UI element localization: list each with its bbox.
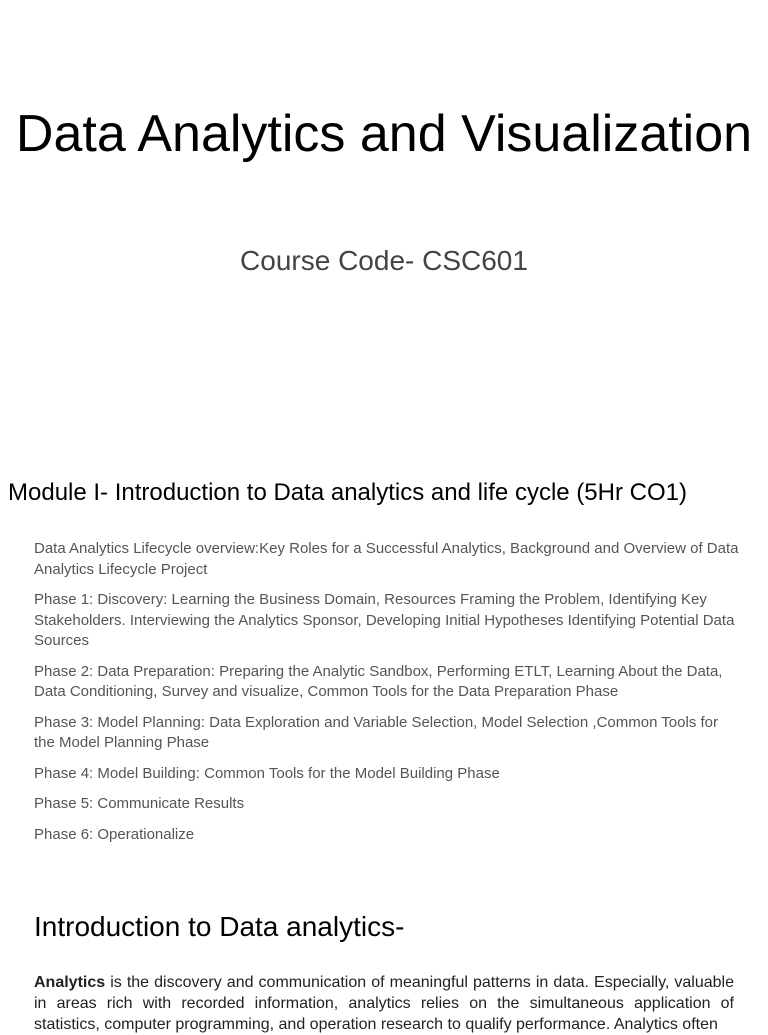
topic-phase-4: Phase 4: Model Building: Common Tools for the Model Building Phase (34, 764, 500, 782)
topic-phase-6: Phase 6: Operationalize (34, 825, 195, 843)
topic-lifecycle-overview: Data Analytics Lifecycle overview:Key Roles for a Successful Analytics, Background and Overview of Data Analytics Lifecycle Project (34, 540, 739, 578)
topic-phase-3: Phase 3: Model Planning: Data Exploration and Variable Selection, Model Selection ,Common Tools for the Model Planning Phase (34, 713, 719, 751)
analytics-term: Analytics (34, 974, 106, 991)
topic-phase-1: Phase 1: Discovery: Learning the Business Domain, Resources Framing the Problem, Identifying Key Stakeholders. Interviewing the Analytics Sponsor, Developing Initial Hypotheses Identifying Potential Data Sources (34, 591, 735, 649)
document-title: Data Analytics and Visualization (15, 105, 753, 163)
intro-paragraph (34, 972, 734, 1035)
course-code: Course Code- CSC601 (240, 245, 528, 276)
topic-phase-5: Phase 5: Communicate Results (34, 795, 245, 812)
module-topic-list (34, 539, 739, 855)
module-heading: Module I- Introduction to Data analytics and life cycle (5Hr CO1) (8, 479, 687, 506)
intro-paragraph-text: is the discovery and communication of meaningful patterns in data. Especially, valuable in areas rich with recorded information, analytics relies on the simultaneous application of statistics, computer programming, and operation research to qualify performance. Analytics often (34, 974, 734, 1033)
intro-heading: Introduction to Data analytics- (34, 911, 405, 942)
topic-phase-2: Phase 2: Data Preparation: Preparing the Analytic Sandbox, Performing ETLT, Learning About the Data, Data Conditioning, Survey and visualize, Common Tools for the Data Preparation Phase (34, 662, 723, 700)
